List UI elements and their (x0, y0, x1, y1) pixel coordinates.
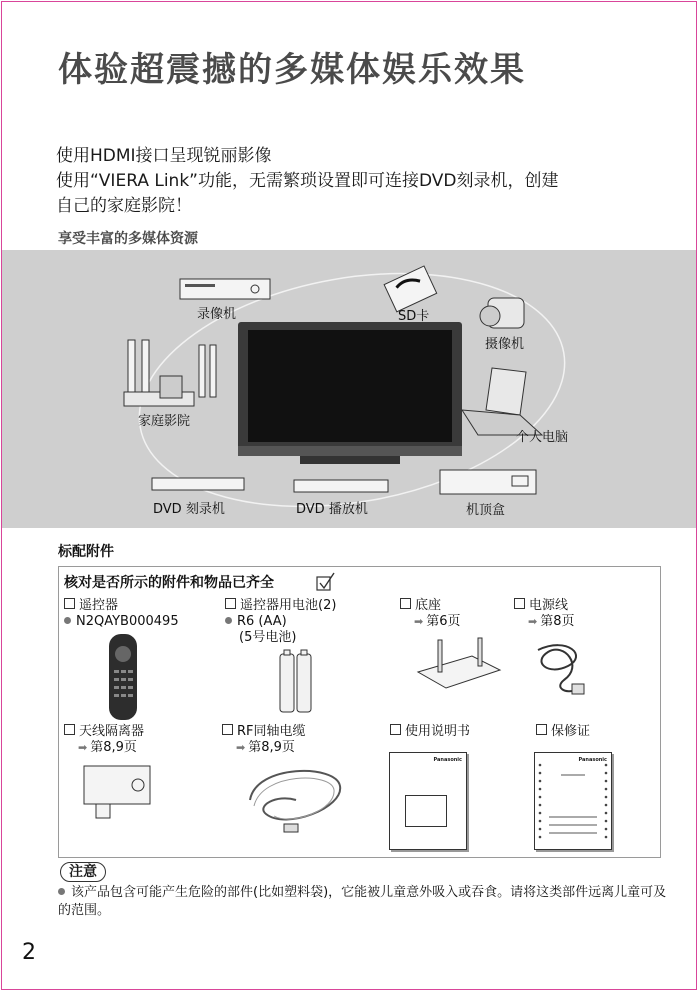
check-title: 核对是否所示的附件和物品已齐全 (64, 575, 274, 591)
arrow-icon: ➡ (528, 615, 538, 628)
stand-name: 底座 (415, 598, 442, 613)
checkmark-icon (316, 572, 336, 592)
stand-illustration (412, 636, 504, 694)
arrow-icon: ➡ (414, 615, 424, 628)
camcorder-illustration (480, 298, 524, 328)
label-pc: 个人电脑 (516, 430, 569, 445)
checkbox-icon (514, 598, 525, 609)
label-home-theater: 家庭影院 (138, 414, 191, 429)
dvd-recorder-illustration (152, 478, 244, 490)
arrow-icon: ➡ (78, 741, 88, 754)
item-isolator (64, 724, 144, 756)
media-illustration (0, 250, 700, 528)
item-warranty (536, 724, 590, 740)
rf-cable-name: RF同轴电缆 (237, 724, 306, 739)
manual-illustration (389, 752, 467, 850)
battery-name: 遥控器用电池(2) (240, 598, 337, 613)
battery-spec2: (5号电池) (239, 630, 297, 645)
power-cord-name: 电源线 (529, 598, 569, 613)
laptop-illustration (462, 368, 542, 435)
remote-model: N2QAYB000495 (76, 614, 179, 629)
item-rf-cable (222, 724, 306, 756)
label-sd-card: SD卡 (398, 309, 430, 324)
vcr-illustration (180, 279, 270, 299)
home-theater-illustration (124, 340, 216, 406)
label-set-top-box: 机顶盒 (466, 503, 506, 518)
manual-brand: Panasonic (433, 757, 462, 763)
checkbox-icon (222, 724, 233, 735)
checkbox-icon (400, 598, 411, 609)
tv-illustration (238, 322, 462, 464)
intro-line-1: 使用HDMI接口呈现锐丽影像 (56, 146, 272, 166)
accessories-heading: 标配附件 (58, 544, 114, 560)
note-text (58, 884, 668, 920)
checkbox-icon (536, 724, 547, 735)
remote-illustration (106, 632, 142, 722)
checkbox-icon (390, 724, 401, 735)
item-power-cord (514, 598, 575, 630)
warranty-perforation (535, 753, 611, 849)
power-cord-ref: 第8页 (540, 614, 575, 629)
remote-name: 遥控器 (79, 598, 119, 613)
bullet-icon (58, 888, 65, 895)
warranty-brand: Panasonic (578, 757, 607, 763)
power-cord-illustration (528, 636, 592, 700)
set-top-box-illustration (440, 470, 536, 494)
checkbox-icon (64, 598, 75, 609)
label-dvd-player: DVD 播放机 (296, 502, 368, 517)
checkbox-icon (225, 598, 236, 609)
warranty-illustration (534, 752, 612, 850)
isolator-ref: 第8,9页 (90, 740, 137, 755)
note-body: 该产品包含可能产生危险的部件(比如塑料袋)，它能被儿童意外吸入或吞食。请将这类部件远离儿童可及的范围。 (58, 885, 667, 918)
page-number: 2 (22, 940, 36, 965)
label-camcorder: 摄像机 (485, 337, 525, 352)
bullet-icon (64, 617, 71, 624)
intro-line-3: 自己的家庭影院！ (56, 196, 192, 216)
item-battery (225, 598, 336, 646)
arrow-icon: ➡ (236, 741, 246, 754)
item-manual (390, 724, 470, 740)
dvd-player-illustration (294, 480, 388, 492)
page-title: 体验超震撼的多媒体娱乐效果 (58, 50, 526, 90)
stand-ref: 第6页 (426, 614, 461, 629)
bullet-icon (225, 617, 232, 624)
isolator-illustration (80, 764, 154, 820)
item-stand (400, 598, 461, 630)
warranty-name: 保修证 (551, 724, 591, 739)
intro-text (56, 144, 656, 219)
rf-cable-ref: 第8,9页 (248, 740, 295, 755)
item-remote (64, 598, 179, 630)
note-badge: 注意 (60, 862, 106, 882)
rf-cable-illustration (246, 760, 346, 840)
intro-line-2: 使用“VIERA Link”功能，无需繁琐设置即可连接DVD刻录机，创建 (56, 171, 559, 191)
label-vcr: 录像机 (197, 307, 237, 322)
label-dvd-recorder: DVD 刻录机 (153, 502, 225, 517)
battery-illustration (278, 648, 314, 714)
isolator-name: 天线隔离器 (79, 724, 145, 739)
manual-cover-box (405, 795, 447, 827)
checkbox-icon (64, 724, 75, 735)
media-heading: 享受丰富的多媒体资源 (58, 231, 198, 247)
manual-name: 使用说明书 (405, 724, 471, 739)
battery-spec: R6 (AA) (237, 614, 287, 629)
